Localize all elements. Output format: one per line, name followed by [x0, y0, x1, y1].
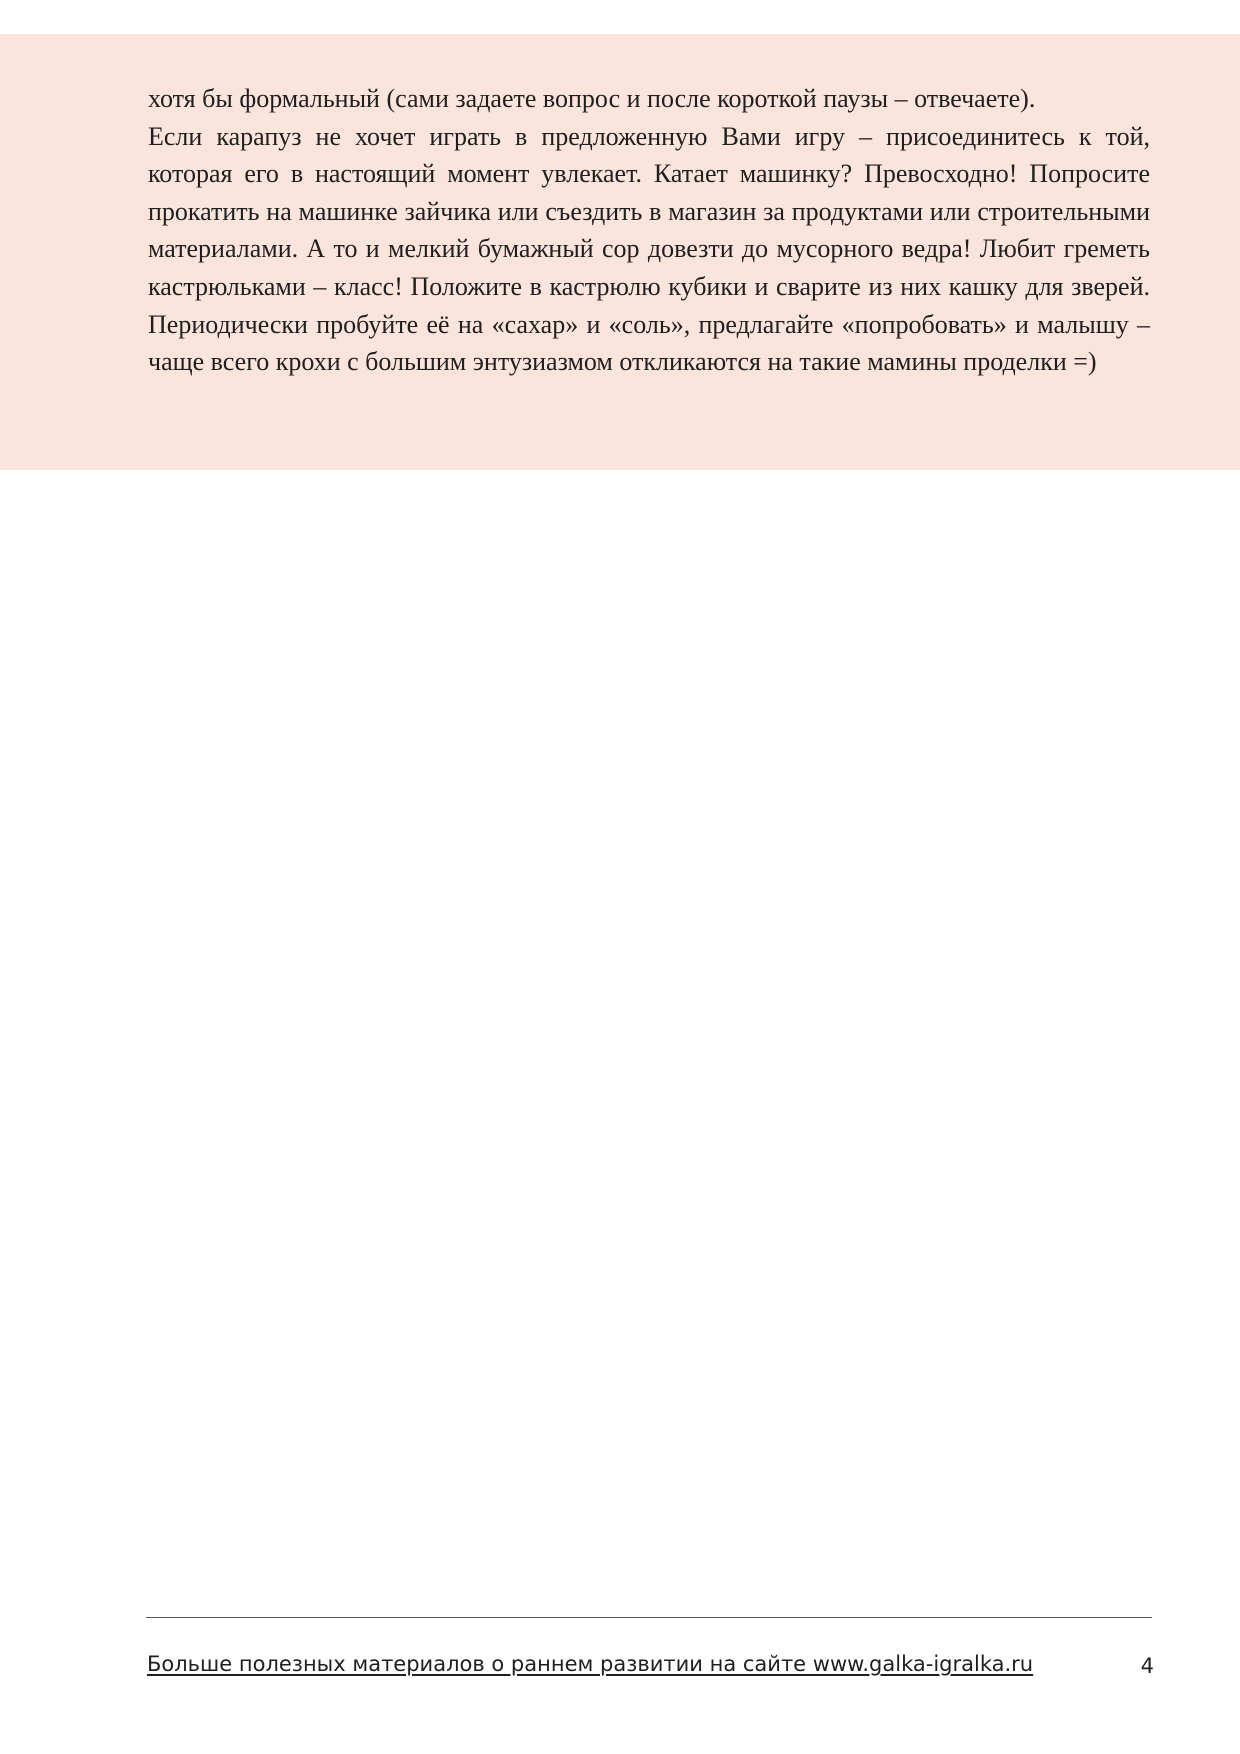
- page-number: 4: [1140, 1654, 1154, 1678]
- paragraph-continuation: хотя бы формальный (сами задаете вопрос и после короткой паузы – отвечаете).: [148, 84, 1036, 113]
- footer-divider: [146, 1617, 1152, 1618]
- body-text: [148, 80, 1150, 381]
- paragraph-play-advice: Если карапуз не хочет играть в предложенную Вами игру – присоединитесь к той, которая его в настоящий момент увлекает. Катает машинку? Превосходно! Попросите прокатить на машинке зайчика или съездить в магазин за продуктами или строительными материалами. А то и мелкий бумажный сор довезти до мусорного ведра! Любит греметь кастрюльками – класс! Положите в кастрюлю кубики и сварите из них кашку для зверей. Периодически пробуйте её на «сахар» и «соль», предлагайте «попробовать» и малышу – чаще всего крохи с большим энтузиазмом откликаются на такие мамины проделки =): [148, 121, 1150, 377]
- footer-site-link[interactable]: Больше полезных материалов о раннем развитии на сайте www.galka-igralka.ru: [147, 1652, 1034, 1676]
